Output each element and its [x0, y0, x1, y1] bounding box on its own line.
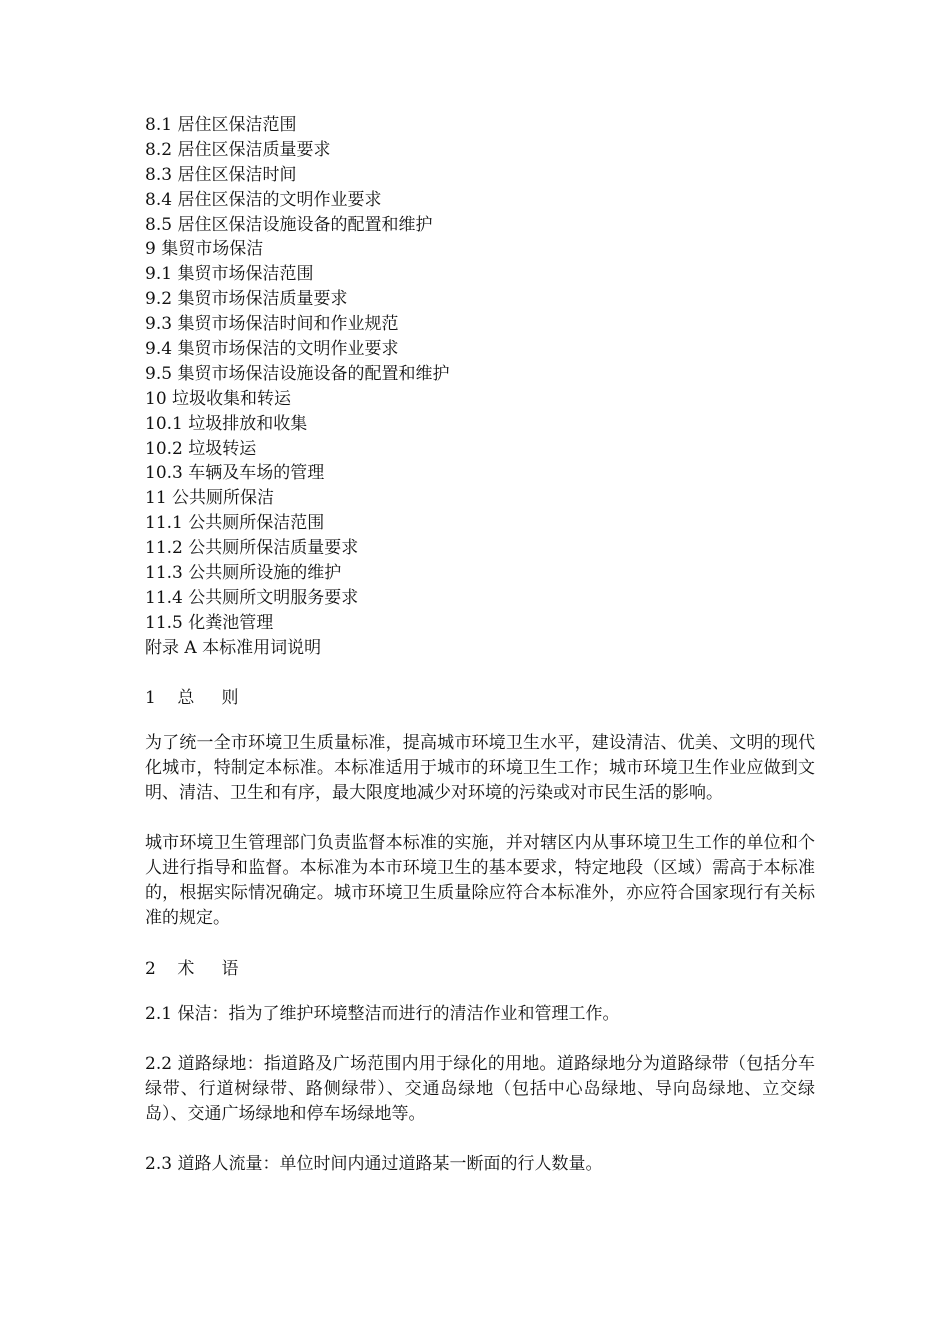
toc-item-8-2: 8.2 居住区保洁质量要求 — [145, 139, 331, 160]
toc-item-11: 11 公共厕所保洁 — [145, 488, 275, 509]
toc-item-10-3: 10.3 车辆及车场的管理 — [145, 463, 325, 484]
toc-item-11-4: 11.4 公共厕所文明服务要求 — [145, 587, 359, 608]
toc-item-9-1: 9.1 集贸市场保洁范围 — [145, 264, 314, 285]
toc-item-8-4: 8.4 居住区保洁的文明作业要求 — [145, 189, 382, 210]
section-1-paragraph: 为了统一全市环境卫生质量标准，提高城市环境卫生水平，建设清洁、优美、文明的现代化城市，特制定本标准。本标准适用于城市的环境卫生工作；城市环境卫生作业应做到文明、清洁、卫生和有序，最大限度地减少对环境的污染或对市民生活的影响。 — [145, 732, 815, 803]
toc-item-9-5: 9.5 集贸市场保洁设施设备的配置和维护 — [145, 363, 450, 384]
toc-item-11-3: 11.3 公共厕所设施的维护 — [145, 563, 342, 584]
term-item: 2.3 道路人流量：单位时间内通过道路某一断面的行人数量。 — [145, 1153, 603, 1174]
section-1-heading: 1 总 则 — [145, 687, 239, 708]
toc-item-9-4: 9.4 集贸市场保洁的文明作业要求 — [145, 339, 399, 360]
toc-item-9: 9 集贸市场保洁 — [145, 239, 264, 260]
toc-item-10-1: 10.1 垃圾排放和收集 — [145, 413, 308, 434]
toc-item-11-5: 11.5 化粪池管理 — [145, 612, 274, 633]
toc-item-8-5: 8.5 居住区保洁设施设备的配置和维护 — [145, 214, 433, 235]
toc-item-11-2: 11.2 公共厕所保洁质量要求 — [145, 538, 359, 559]
toc-item-9-2: 9.2 集贸市场保洁质量要求 — [145, 289, 348, 310]
toc-item-9-3: 9.3 集贸市场保洁时间和作业规范 — [145, 314, 399, 335]
toc-item-10-2: 10.2 垃圾转运 — [145, 438, 257, 459]
table-of-contents — [145, 113, 815, 661]
section-2-heading: 2 术 语 — [145, 958, 239, 979]
document-page — [145, 113, 815, 1177]
toc-item-10: 10 垃圾收集和转运 — [145, 388, 292, 409]
section-1-paragraph: 城市环境卫生管理部门负责监督本标准的实施，并对辖区内从事环境卫生工作的单位和个人进行指导和监督。本标准为本市环境卫生的基本要求，特定地段（区域）需高于本标准的，根据实际情况确定。城市环境卫生质量除应符合本标准外，亦应符合国家现行有关标准的规定。 — [145, 832, 815, 928]
toc-item-8-1: 8.1 居住区保洁范围 — [145, 115, 297, 135]
toc-item-8-3: 8.3 居住区保洁时间 — [145, 164, 297, 185]
term-item: 2.2 道路绿地：指道路及广场范围内用于绿化的用地。道路绿地分为道路绿带（包括分车绿带、行道树绿带、路侧绿带）、交通岛绿地（包括中心岛绿地、导向岛绿地、立交绿岛）、交通广场绿地和停车场绿地等。 — [145, 1053, 815, 1124]
term-item: 2.1 保洁：指为了维护环境整洁而进行的清洁作业和管理工作。 — [145, 1003, 620, 1024]
toc-item-appendix-a: 附录 A 本标准用词说明 — [145, 637, 322, 658]
toc-item-11-1: 11.1 公共厕所保洁范围 — [145, 513, 325, 534]
